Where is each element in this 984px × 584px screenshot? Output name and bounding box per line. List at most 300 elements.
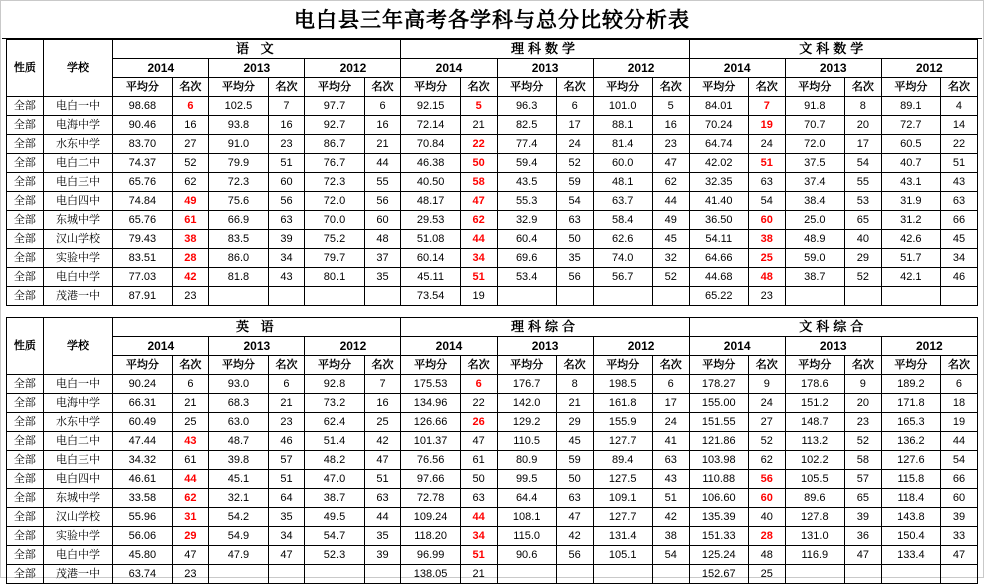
header-subject-3: 文科数学 xyxy=(689,40,977,59)
cell-school: 电白二中 xyxy=(43,154,112,173)
cell-property: 全部 xyxy=(7,451,44,470)
cell-rank xyxy=(940,565,977,584)
cell-rank: 43 xyxy=(172,432,209,451)
cell-rank: 25 xyxy=(748,249,785,268)
cell-average: 127.5 xyxy=(593,470,652,489)
cell-average: 178.27 xyxy=(689,375,748,394)
cell-rank: 33 xyxy=(940,527,977,546)
cell-rank: 43 xyxy=(268,268,305,287)
cell-average: 127.7 xyxy=(593,432,652,451)
header-row-years xyxy=(7,337,978,356)
cell-average: 101.37 xyxy=(401,432,460,451)
cell-rank: 63 xyxy=(748,173,785,192)
cell-school: 水东中学 xyxy=(43,413,112,432)
cell-rank: 37 xyxy=(364,249,401,268)
cell-average: 63.7 xyxy=(593,192,652,211)
cell-rank: 49 xyxy=(172,192,209,211)
cell-average: 34.32 xyxy=(113,451,172,470)
cell-average xyxy=(785,287,844,306)
cell-rank: 27 xyxy=(748,413,785,432)
cell-average: 51.08 xyxy=(401,230,460,249)
header-rank: 名次 xyxy=(556,78,593,97)
cell-average: 53.4 xyxy=(497,268,556,287)
cell-rank: 27 xyxy=(172,135,209,154)
cell-rank: 38 xyxy=(652,527,689,546)
cell-average: 48.9 xyxy=(785,230,844,249)
cell-rank: 6 xyxy=(556,97,593,116)
header-rank: 名次 xyxy=(268,356,305,375)
cell-school: 电白一中 xyxy=(43,375,112,394)
cell-average: 77.03 xyxy=(113,268,172,287)
cell-rank: 47 xyxy=(364,451,401,470)
cell-rank: 53 xyxy=(844,192,881,211)
cell-rank: 55 xyxy=(844,173,881,192)
cell-average: 91.8 xyxy=(785,97,844,116)
cell-rank: 62 xyxy=(172,173,209,192)
cell-average: 151.2 xyxy=(785,394,844,413)
cell-average: 72.3 xyxy=(305,173,364,192)
cell-rank: 34 xyxy=(940,249,977,268)
cell-average: 65.76 xyxy=(113,173,172,192)
cell-average: 106.60 xyxy=(689,489,748,508)
cell-average: 189.2 xyxy=(881,375,940,394)
cell-average: 70.24 xyxy=(689,116,748,135)
header-rank: 名次 xyxy=(844,356,881,375)
cell-rank: 28 xyxy=(172,249,209,268)
header-year-2013-s3: 2013 xyxy=(785,337,881,356)
cell-property: 全部 xyxy=(7,287,44,306)
cell-average: 96.99 xyxy=(401,546,460,565)
cell-rank xyxy=(556,287,593,306)
cell-rank: 6 xyxy=(172,97,209,116)
cell-rank: 63 xyxy=(556,489,593,508)
cell-average: 89.4 xyxy=(593,451,652,470)
cell-average: 105.5 xyxy=(785,470,844,489)
cell-average: 46.61 xyxy=(113,470,172,489)
header-property: 性质 xyxy=(7,318,44,375)
cell-average: 58.4 xyxy=(593,211,652,230)
cell-rank: 16 xyxy=(652,116,689,135)
cell-average: 152.67 xyxy=(689,565,748,584)
cell-school: 东城中学 xyxy=(43,489,112,508)
cell-average xyxy=(881,565,940,584)
cell-average: 72.78 xyxy=(401,489,460,508)
cell-rank: 50 xyxy=(460,154,497,173)
header-rank: 名次 xyxy=(172,78,209,97)
cell-average: 39.8 xyxy=(209,451,268,470)
cell-rank: 23 xyxy=(268,135,305,154)
cell-average: 175.53 xyxy=(401,375,460,394)
cell-average: 101.0 xyxy=(593,97,652,116)
header-average: 平均分 xyxy=(593,356,652,375)
cell-rank: 24 xyxy=(652,413,689,432)
cell-average: 89.1 xyxy=(881,97,940,116)
cell-rank: 38 xyxy=(748,230,785,249)
cell-average: 161.8 xyxy=(593,394,652,413)
cell-average: 80.1 xyxy=(305,268,364,287)
cell-rank: 51 xyxy=(268,154,305,173)
table-row xyxy=(7,413,978,432)
table-row xyxy=(7,527,978,546)
cell-average xyxy=(497,565,556,584)
cell-rank: 45 xyxy=(556,432,593,451)
cell-average: 40.7 xyxy=(881,154,940,173)
cell-average: 32.1 xyxy=(209,489,268,508)
cell-average: 66.9 xyxy=(209,211,268,230)
table-row xyxy=(7,508,978,527)
cell-average: 69.6 xyxy=(497,249,556,268)
header-subject-2: 理科数学 xyxy=(401,40,689,59)
cell-average: 129.2 xyxy=(497,413,556,432)
cell-average: 66.31 xyxy=(113,394,172,413)
cell-rank: 55 xyxy=(364,173,401,192)
header-average: 平均分 xyxy=(593,78,652,97)
cell-average: 60.49 xyxy=(113,413,172,432)
cell-school: 电海中学 xyxy=(43,394,112,413)
cell-rank: 35 xyxy=(364,268,401,287)
cell-average: 43.5 xyxy=(497,173,556,192)
cell-average: 64.74 xyxy=(689,135,748,154)
cell-rank: 19 xyxy=(460,287,497,306)
cell-rank: 28 xyxy=(748,527,785,546)
cell-rank: 46 xyxy=(940,268,977,287)
cell-average: 76.56 xyxy=(401,451,460,470)
cell-rank: 39 xyxy=(844,508,881,527)
cell-average: 48.2 xyxy=(305,451,364,470)
cell-rank: 24 xyxy=(556,135,593,154)
cell-average: 72.7 xyxy=(881,116,940,135)
cell-average: 43.1 xyxy=(881,173,940,192)
cell-rank: 23 xyxy=(844,413,881,432)
cell-rank xyxy=(844,565,881,584)
header-rank: 名次 xyxy=(364,356,401,375)
table-row xyxy=(7,211,978,230)
cell-rank: 32 xyxy=(652,249,689,268)
cell-rank: 62 xyxy=(748,451,785,470)
cell-rank: 47 xyxy=(460,192,497,211)
table-gap xyxy=(1,306,983,317)
cell-rank: 5 xyxy=(652,97,689,116)
cell-rank: 24 xyxy=(748,135,785,154)
cell-average: 103.98 xyxy=(689,451,748,470)
cell-rank: 47 xyxy=(268,546,305,565)
cell-average: 75.2 xyxy=(305,230,364,249)
cell-average xyxy=(209,287,268,306)
cell-rank: 57 xyxy=(844,470,881,489)
cell-average: 74.84 xyxy=(113,192,172,211)
cell-average: 155.9 xyxy=(593,413,652,432)
cell-average: 143.8 xyxy=(881,508,940,527)
cell-average xyxy=(497,287,556,306)
cell-rank xyxy=(268,565,305,584)
cell-average: 93.8 xyxy=(209,116,268,135)
cell-rank: 40 xyxy=(748,508,785,527)
cell-rank: 44 xyxy=(460,230,497,249)
cell-rank: 47 xyxy=(844,546,881,565)
cell-rank: 65 xyxy=(844,211,881,230)
header-row-subjects xyxy=(7,318,978,337)
cell-rank: 52 xyxy=(172,154,209,173)
cell-school: 电白二中 xyxy=(43,432,112,451)
cell-average: 59.0 xyxy=(785,249,844,268)
header-average: 平均分 xyxy=(305,78,364,97)
cell-average: 32.35 xyxy=(689,173,748,192)
cell-average: 155.00 xyxy=(689,394,748,413)
cell-property: 全部 xyxy=(7,154,44,173)
cell-rank: 23 xyxy=(748,287,785,306)
header-rank: 名次 xyxy=(268,78,305,97)
cell-rank: 47 xyxy=(172,546,209,565)
header-average: 平均分 xyxy=(401,78,460,97)
tables-container xyxy=(1,39,983,584)
header-row-metrics xyxy=(7,78,978,97)
cell-rank: 22 xyxy=(460,394,497,413)
cell-rank: 58 xyxy=(844,451,881,470)
cell-rank: 7 xyxy=(748,97,785,116)
cell-rank: 38 xyxy=(172,230,209,249)
cell-average: 72.0 xyxy=(785,135,844,154)
header-average: 平均分 xyxy=(209,356,268,375)
cell-average: 121.86 xyxy=(689,432,748,451)
cell-rank: 40 xyxy=(844,230,881,249)
header-rank: 名次 xyxy=(172,356,209,375)
cell-average: 126.66 xyxy=(401,413,460,432)
cell-average: 92.7 xyxy=(305,116,364,135)
cell-property: 全部 xyxy=(7,432,44,451)
cell-average: 63.74 xyxy=(113,565,172,584)
cell-rank: 62 xyxy=(652,173,689,192)
header-row-subjects xyxy=(7,40,978,59)
cell-rank: 48 xyxy=(364,230,401,249)
cell-rank: 9 xyxy=(748,375,785,394)
cell-property: 全部 xyxy=(7,97,44,116)
cell-property: 全部 xyxy=(7,116,44,135)
cell-average: 45.1 xyxy=(209,470,268,489)
cell-rank: 51 xyxy=(748,154,785,173)
header-rank: 名次 xyxy=(748,356,785,375)
cell-rank: 34 xyxy=(268,527,305,546)
cell-average: 31.2 xyxy=(881,211,940,230)
cell-average: 89.6 xyxy=(785,489,844,508)
cell-school: 茂港一中 xyxy=(43,287,112,306)
cell-school: 水东中学 xyxy=(43,135,112,154)
cell-rank: 42 xyxy=(556,527,593,546)
cell-average: 54.11 xyxy=(689,230,748,249)
cell-rank xyxy=(652,565,689,584)
cell-average: 84.01 xyxy=(689,97,748,116)
cell-average xyxy=(593,565,652,584)
header-average: 平均分 xyxy=(305,356,364,375)
cell-rank: 52 xyxy=(844,268,881,287)
cell-average: 135.39 xyxy=(689,508,748,527)
cell-rank: 41 xyxy=(652,432,689,451)
cell-average: 151.33 xyxy=(689,527,748,546)
cell-rank: 54 xyxy=(556,192,593,211)
cell-average: 134.96 xyxy=(401,394,460,413)
header-year-2013-s3: 2013 xyxy=(785,59,881,78)
cell-rank: 23 xyxy=(652,135,689,154)
cell-rank: 63 xyxy=(652,451,689,470)
cell-average: 48.1 xyxy=(593,173,652,192)
cell-average: 60.5 xyxy=(881,135,940,154)
cell-average: 176.7 xyxy=(497,375,556,394)
cell-rank: 21 xyxy=(172,394,209,413)
cell-rank: 62 xyxy=(172,489,209,508)
header-year-2014-s1: 2014 xyxy=(113,337,209,356)
cell-rank xyxy=(556,565,593,584)
cell-average: 148.7 xyxy=(785,413,844,432)
cell-rank: 44 xyxy=(172,470,209,489)
cell-rank: 29 xyxy=(556,413,593,432)
cell-average xyxy=(305,287,364,306)
cell-school: 电白一中 xyxy=(43,97,112,116)
cell-rank: 54 xyxy=(844,154,881,173)
cell-rank: 42 xyxy=(364,432,401,451)
cell-property: 全部 xyxy=(7,527,44,546)
cell-rank: 54 xyxy=(652,546,689,565)
cell-average: 90.46 xyxy=(113,116,172,135)
cell-rank: 48 xyxy=(748,268,785,287)
cell-rank: 17 xyxy=(556,116,593,135)
cell-property: 全部 xyxy=(7,565,44,584)
cell-rank xyxy=(652,287,689,306)
cell-average: 79.9 xyxy=(209,154,268,173)
header-rank: 名次 xyxy=(460,78,497,97)
cell-rank: 25 xyxy=(748,565,785,584)
header-average: 平均分 xyxy=(785,78,844,97)
cell-rank: 7 xyxy=(364,375,401,394)
cell-average: 63.0 xyxy=(209,413,268,432)
cell-rank xyxy=(940,287,977,306)
cell-average: 109.24 xyxy=(401,508,460,527)
cell-average xyxy=(593,287,652,306)
cell-average: 83.51 xyxy=(113,249,172,268)
cell-rank: 64 xyxy=(268,489,305,508)
header-rank: 名次 xyxy=(940,356,977,375)
cell-average: 65.22 xyxy=(689,287,748,306)
cell-rank xyxy=(844,287,881,306)
cell-average: 48.17 xyxy=(401,192,460,211)
cell-average: 31.9 xyxy=(881,192,940,211)
cell-average: 72.14 xyxy=(401,116,460,135)
cell-school: 电白中学 xyxy=(43,268,112,287)
cell-average: 74.37 xyxy=(113,154,172,173)
header-year-2013-s1: 2013 xyxy=(209,337,305,356)
cell-average: 99.5 xyxy=(497,470,556,489)
cell-average: 37.4 xyxy=(785,173,844,192)
header-average: 平均分 xyxy=(113,78,172,97)
cell-average: 102.2 xyxy=(785,451,844,470)
cell-average: 87.91 xyxy=(113,287,172,306)
cell-average: 70.84 xyxy=(401,135,460,154)
cell-average: 60.14 xyxy=(401,249,460,268)
cell-average: 45.80 xyxy=(113,546,172,565)
cell-average: 150.4 xyxy=(881,527,940,546)
cell-rank: 44 xyxy=(460,508,497,527)
cell-average: 59.4 xyxy=(497,154,556,173)
cell-rank: 63 xyxy=(940,192,977,211)
header-rank: 名次 xyxy=(844,78,881,97)
cell-rank: 7 xyxy=(268,97,305,116)
cell-average: 72.0 xyxy=(305,192,364,211)
cell-average: 86.7 xyxy=(305,135,364,154)
cell-average: 91.0 xyxy=(209,135,268,154)
table-row xyxy=(7,375,978,394)
cell-rank: 8 xyxy=(844,97,881,116)
cell-rank: 54 xyxy=(748,192,785,211)
cell-school: 茂港一中 xyxy=(43,565,112,584)
cell-average: 51.7 xyxy=(881,249,940,268)
cell-rank: 20 xyxy=(844,394,881,413)
cell-average xyxy=(209,565,268,584)
header-average: 平均分 xyxy=(497,356,556,375)
cell-average: 32.9 xyxy=(497,211,556,230)
table-row xyxy=(7,116,978,135)
cell-rank: 66 xyxy=(940,211,977,230)
cell-average: 136.2 xyxy=(881,432,940,451)
cell-average: 81.8 xyxy=(209,268,268,287)
cell-rank: 51 xyxy=(460,546,497,565)
cell-rank: 47 xyxy=(556,508,593,527)
cell-rank: 52 xyxy=(652,268,689,287)
cell-average: 83.5 xyxy=(209,230,268,249)
table-row xyxy=(7,546,978,565)
cell-average: 45.11 xyxy=(401,268,460,287)
cell-property: 全部 xyxy=(7,508,44,527)
cell-average: 65.76 xyxy=(113,211,172,230)
cell-property: 全部 xyxy=(7,192,44,211)
cell-rank: 63 xyxy=(556,211,593,230)
table-row xyxy=(7,268,978,287)
cell-rank: 56 xyxy=(556,268,593,287)
cell-average xyxy=(305,565,364,584)
header-school: 学校 xyxy=(43,40,112,97)
cell-average: 98.68 xyxy=(113,97,172,116)
cell-rank: 22 xyxy=(460,135,497,154)
header-average: 平均分 xyxy=(209,78,268,97)
cell-rank: 23 xyxy=(172,565,209,584)
cell-rank: 35 xyxy=(364,527,401,546)
table-row xyxy=(7,154,978,173)
cell-rank: 45 xyxy=(652,230,689,249)
header-year-2014-s3: 2014 xyxy=(689,59,785,78)
cell-property: 全部 xyxy=(7,268,44,287)
cell-rank: 21 xyxy=(460,116,497,135)
cell-average: 178.6 xyxy=(785,375,844,394)
cell-rank: 60 xyxy=(364,211,401,230)
cell-school: 实验中学 xyxy=(43,527,112,546)
cell-school: 电白中学 xyxy=(43,546,112,565)
cell-average: 37.5 xyxy=(785,154,844,173)
cell-rank: 44 xyxy=(364,508,401,527)
cell-rank: 19 xyxy=(940,413,977,432)
header-year-2014-s3: 2014 xyxy=(689,337,785,356)
cell-rank: 21 xyxy=(460,565,497,584)
cell-rank: 60 xyxy=(748,211,785,230)
cell-average: 56.06 xyxy=(113,527,172,546)
cell-average: 64.4 xyxy=(497,489,556,508)
cell-property: 全部 xyxy=(7,413,44,432)
cell-average: 74.0 xyxy=(593,249,652,268)
cell-average: 133.4 xyxy=(881,546,940,565)
cell-average: 102.5 xyxy=(209,97,268,116)
cell-average: 113.2 xyxy=(785,432,844,451)
cell-rank: 36 xyxy=(844,527,881,546)
cell-average: 109.1 xyxy=(593,489,652,508)
cell-average xyxy=(881,287,940,306)
cell-rank: 47 xyxy=(940,546,977,565)
cell-rank xyxy=(268,287,305,306)
